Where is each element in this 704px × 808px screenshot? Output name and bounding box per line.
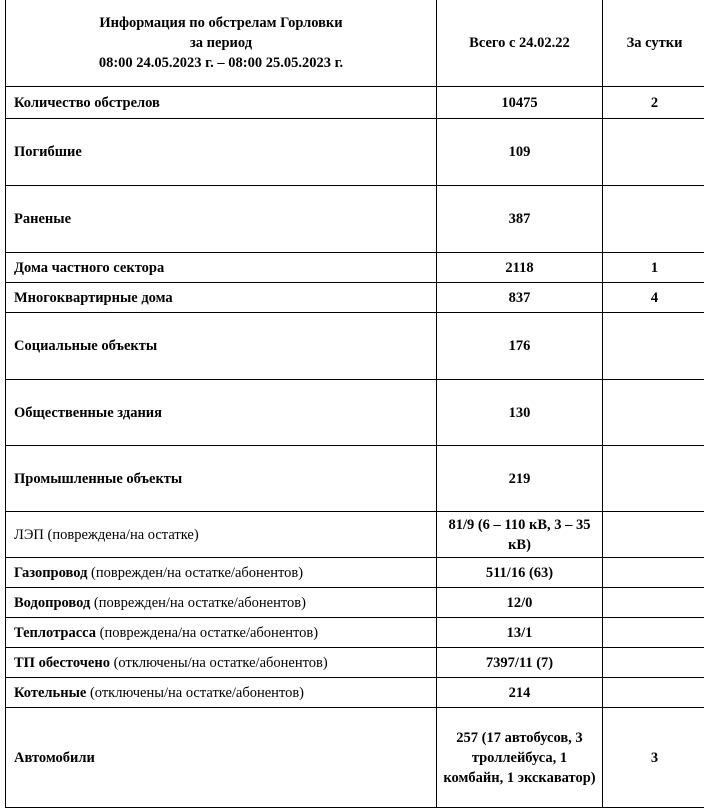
row-total: 511/16 (63) bbox=[437, 558, 603, 588]
row-day bbox=[603, 512, 704, 558]
row-total: 387 bbox=[437, 186, 603, 253]
row-day bbox=[603, 618, 704, 648]
row-label: Водопровод (поврежден/на остатке/абонентов) bbox=[6, 588, 437, 618]
row-total: 7397/11 (7) bbox=[437, 648, 603, 678]
table-row bbox=[6, 512, 704, 558]
table-row bbox=[6, 380, 704, 446]
row-total: 219 bbox=[437, 446, 603, 512]
title-line-1: Информация по обстрелам Горловки bbox=[12, 13, 430, 33]
row-label: Промышленные объекты bbox=[6, 446, 437, 512]
row-day: 4 bbox=[603, 283, 704, 313]
row-label: Общественные здания bbox=[6, 380, 437, 446]
table-row bbox=[6, 283, 704, 313]
row-label: ТП обесточено (отключены/на остатке/абонентов) bbox=[6, 648, 437, 678]
row-label: Газопровод (поврежден/на остатке/абонентов) bbox=[6, 558, 437, 588]
row-total: 10475 bbox=[437, 87, 603, 119]
row-label: Котельные (отключены/на остатке/абонентов) bbox=[6, 678, 437, 708]
row-total: 214 bbox=[437, 678, 603, 708]
row-label: Дома частного сектора bbox=[6, 253, 437, 283]
row-day bbox=[603, 119, 704, 186]
table-row bbox=[6, 648, 704, 678]
row-label: ЛЭП (повреждена/на остатке) bbox=[6, 512, 437, 558]
table-row bbox=[6, 558, 704, 588]
table-row bbox=[6, 186, 704, 253]
row-day: 1 bbox=[603, 253, 704, 283]
row-total: 2118 bbox=[437, 253, 603, 283]
row-label: Теплотрасса (повреждена/на остатке/абонентов) bbox=[6, 618, 437, 648]
row-label: Автомобили bbox=[6, 708, 437, 808]
row-label: Раненые bbox=[6, 186, 437, 253]
table-row bbox=[6, 588, 704, 618]
table-row bbox=[6, 446, 704, 512]
table-row bbox=[6, 87, 704, 119]
row-day bbox=[603, 588, 704, 618]
row-total: 176 bbox=[437, 313, 603, 380]
row-total: 130 bbox=[437, 380, 603, 446]
header-total: Всего с 24.02.22 bbox=[437, 0, 603, 87]
row-day bbox=[603, 186, 704, 253]
row-label: Многоквартирные дома bbox=[6, 283, 437, 313]
shelling-info-table bbox=[5, 0, 704, 808]
table-row bbox=[6, 253, 704, 283]
row-day bbox=[603, 446, 704, 512]
table-row bbox=[6, 119, 704, 186]
row-total: 12/0 bbox=[437, 588, 603, 618]
row-total: 81/9 (6 – 110 кВ, 3 – 35 кВ) bbox=[437, 512, 603, 558]
row-label: Социальные объекты bbox=[6, 313, 437, 380]
title-cell bbox=[6, 0, 437, 87]
row-day: 2 bbox=[603, 87, 704, 119]
row-day bbox=[603, 313, 704, 380]
table-row bbox=[6, 313, 704, 380]
row-total: 109 bbox=[437, 119, 603, 186]
row-total: 257 (17 автобусов, 3 троллейбуса, 1 комбайн, 1 экскаватор) bbox=[437, 708, 603, 808]
table-row bbox=[6, 708, 704, 808]
header-row bbox=[6, 0, 704, 87]
row-total: 13/1 bbox=[437, 618, 603, 648]
row-total: 837 bbox=[437, 283, 603, 313]
title-line-2: за период bbox=[12, 33, 430, 53]
row-day bbox=[603, 648, 704, 678]
row-day: 3 bbox=[603, 708, 704, 808]
table-row bbox=[6, 678, 704, 708]
row-day bbox=[603, 380, 704, 446]
row-label: Погибшие bbox=[6, 119, 437, 186]
row-day bbox=[603, 678, 704, 708]
table-row bbox=[6, 618, 704, 648]
row-label: Количество обстрелов bbox=[6, 87, 437, 119]
row-day bbox=[603, 558, 704, 588]
header-day: За сутки bbox=[603, 0, 704, 87]
title-line-3: 08:00 24.05.2023 г. – 08:00 25.05.2023 г. bbox=[12, 53, 430, 73]
